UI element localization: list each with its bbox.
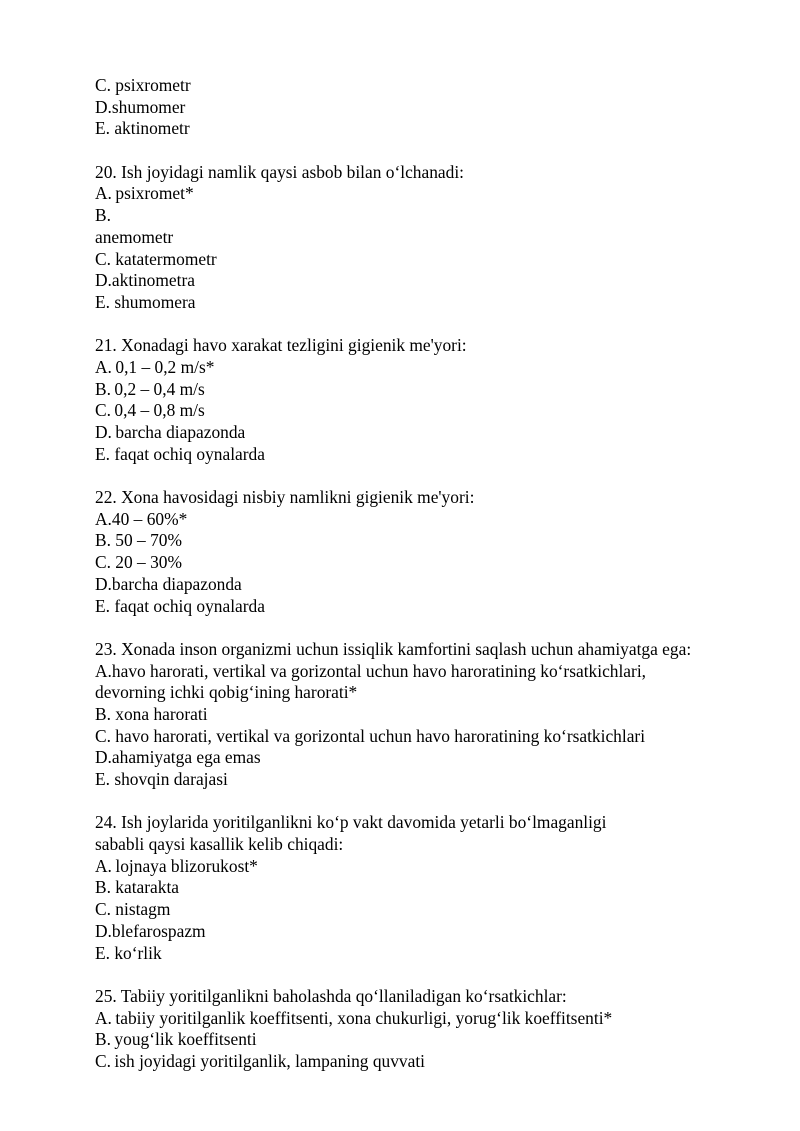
answer-option: B. katarakta (95, 877, 180, 898)
question-spacer (95, 465, 760, 487)
answer-option: A. tabiiy yoritilganlik koeffitsenti, xona chukurligi, yorug‘lik koeffitsenti* (95, 1007, 613, 1028)
answer-option: C. katatermometr (95, 248, 217, 269)
question-spacer (95, 791, 760, 813)
answer-option: D.ahamiyatga ega emas (95, 747, 261, 768)
answer-option: B. youg‘lik koeffitsenti (95, 1029, 257, 1050)
continued-options (95, 75, 760, 140)
answer-option: A.40 – 60%* (95, 508, 188, 529)
option-line: D.shumomer (95, 96, 186, 117)
answer-option: D.blefarospazm (95, 920, 206, 941)
question-text: 21. Xonadagi havo xarakat tezligini gigienik me'yori: (95, 335, 467, 356)
question-block (95, 162, 760, 314)
question-text: sababli qaysi kasallik kelib chiqadi: (95, 834, 344, 855)
answer-option: D.barcha diapazonda (95, 573, 242, 594)
question-text: 20. Ish joyidagi namlik qaysi asbob bilan o‘lchanadi: (95, 161, 464, 182)
option-line: C. psixrometr (95, 75, 191, 95)
question-block (95, 335, 760, 465)
answer-option: D. barcha diapazonda (95, 422, 246, 442)
answer-option: C. nistagm (95, 899, 171, 920)
answer-option: D.aktinometra (95, 270, 195, 291)
answer-option: C. ish joyidagi yoritilganlik, lampaning quvvati (95, 1050, 426, 1071)
question-text: 25. Tabiiy yoritilganlikni baholashda qo‘llaniladigan ko‘rsatkichlar: (95, 985, 567, 1006)
option-line: E. aktinometr (95, 118, 190, 139)
answer-option: E. shumomera (95, 291, 196, 312)
answer-option: B. (95, 205, 111, 226)
answer-option: E. ko‘rlik (95, 942, 162, 963)
answer-option: B. 50 – 70% (95, 530, 182, 551)
answer-option: E. shovqin darajasi (95, 769, 228, 789)
question-block (95, 639, 760, 791)
question-text: 22. Xona havosidagi nisbiy namlikni gigienik me'yori: (95, 487, 475, 508)
answer-option: C. 0,4 – 0,8 m/s (95, 400, 205, 421)
test-content (95, 75, 760, 1073)
question-block (95, 487, 760, 617)
answer-option: C. 20 – 30% (95, 552, 182, 573)
answer-option: E. faqat ochiq oynalarda (95, 595, 265, 616)
question-spacer (95, 964, 760, 986)
answer-option: A. 0,1 – 0,2 m/s* (95, 356, 215, 377)
answer-option: B. 0,2 – 0,4 m/s (95, 378, 205, 399)
question-block (95, 812, 760, 964)
answer-option: E. faqat ochiq oynalarda (95, 443, 265, 464)
answer-option: B. xona harorati (95, 703, 208, 724)
answer-option: devorning ichki qobig‘ining harorati* (95, 682, 358, 703)
question-text: 24. Ish joylarida yoritilganlikni ko‘p vakt davomida yetarli bo‘lmaganligi (95, 812, 607, 833)
question-spacer (95, 617, 760, 639)
question-block (95, 986, 760, 1073)
answer-option: C. havo harorati, vertikal va gorizontal uchun havo haroratining ko‘rsatkichlari (95, 725, 646, 746)
question-text: 23. Xonada inson organizmi uchun issiqlik kamfortini saqlash uchun ahamiyatga ega: (95, 638, 692, 659)
answer-option: A. lojnaya blizorukost* (95, 855, 258, 876)
answer-option: anemometr (95, 226, 174, 247)
question-spacer (95, 314, 760, 336)
question-spacer (95, 140, 760, 162)
answer-option: A.havo harorati, vertikal va gorizontal uchun havo haroratining ko‘rsatkichlari, (95, 660, 646, 681)
answer-option: A. psixromet* (95, 183, 194, 204)
